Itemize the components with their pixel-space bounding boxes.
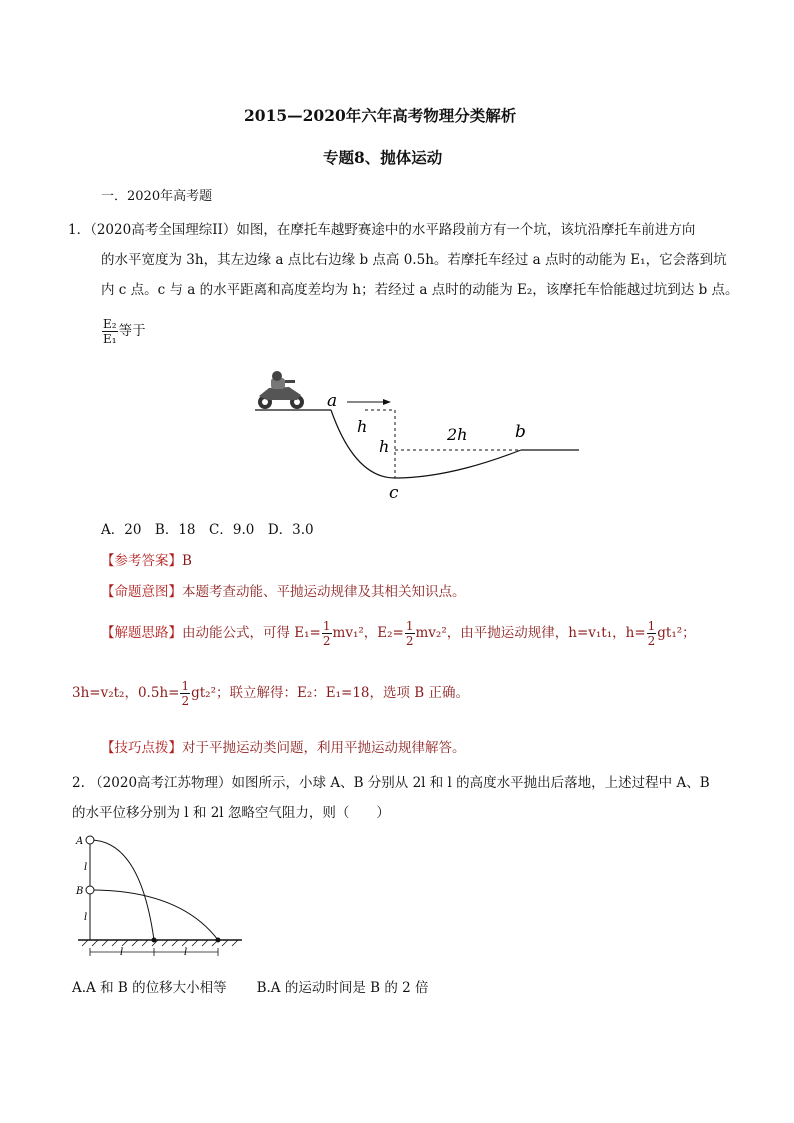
landing-b — [216, 938, 221, 943]
trajectory-b — [90, 890, 218, 940]
q1-line1 — [68, 215, 739, 245]
label-h1: h — [357, 417, 368, 436]
q1-line1-text: （2020高考全国理综II）如图，在摩托车越野赛途中的水平路段前方有一个坑，该坑沿摩托车前进方向 — [90, 222, 696, 238]
q1-number: 1． — [68, 222, 91, 238]
page-subtitle: 专题8、抛体运动 — [323, 148, 443, 167]
solution-part-d: gt₁²； — [657, 625, 696, 641]
q2-text — [72, 768, 710, 828]
motorcycle-icon — [258, 371, 304, 409]
ratio-numerator: E₂ — [103, 317, 117, 331]
q2-option-a: A.A 和 B 的位移大小相等 — [72, 980, 227, 996]
label-c: c — [389, 483, 399, 503]
half-fraction-2 — [405, 620, 415, 647]
intent-text: 本题考查动能、平抛运动规律及其相关知识点。 — [182, 584, 466, 600]
page-title: 2015—2020年六年高考物理分类解析 — [244, 106, 517, 125]
solution2-part-b: gt₂²；联立解得：E₂：E₁=18，选项 B 正确。 — [191, 685, 470, 701]
half-den-4: 2 — [181, 694, 190, 708]
section-heading: 一．2020年高考题 — [101, 189, 213, 204]
solution-part-b: mv₁²，E₂= — [332, 625, 404, 641]
solution2-part-a: 3h=v₂t₂，0.5h= — [72, 685, 180, 701]
q2-option-b: B.A 的运动时间是 B 的 2 倍 — [256, 980, 429, 996]
ratio-fraction — [102, 318, 118, 345]
q2-options — [72, 976, 429, 996]
label-l-h2: l — [184, 947, 188, 958]
label-l-h1: l — [120, 947, 124, 958]
label-h2: h — [379, 437, 390, 456]
half-fraction-3 — [647, 620, 657, 647]
label-B: B — [76, 886, 84, 897]
label-b: b — [515, 422, 526, 442]
q1-options: A．20 B．18 C．9.0 D．3.0 — [101, 522, 314, 538]
velocity-arrowhead — [383, 399, 391, 405]
half-num-1: 1 — [322, 619, 331, 633]
tip-text: 对于平抛运动类问题，利用平抛运动规律解答。 — [182, 740, 466, 756]
q1-solution-line1 — [101, 620, 696, 647]
ratio-denominator: E₁ — [103, 332, 117, 346]
ground-hatch — [82, 940, 238, 946]
q1-text — [68, 215, 739, 305]
half-den-2: 2 — [405, 634, 414, 648]
half-den-3: 2 — [647, 634, 656, 648]
half-num-4: 1 — [181, 679, 190, 693]
half-fraction-1 — [322, 620, 332, 647]
q1-ratio — [101, 318, 146, 345]
q2-line2: 的水平位移分别为 l 和 2l 忽略空气阻力，则（ ） — [72, 805, 390, 821]
q1-line2: 的水平宽度为 3h，其左边缘 a 点比右边缘 b 点高 0.5h。若摩托车经过 a 点时的动能为 E₁，它会落到坑 — [101, 252, 727, 268]
answer-value: B — [182, 553, 192, 569]
half-num-3: 1 — [647, 619, 656, 633]
intent-label: 【命题意图】 — [101, 584, 182, 600]
half-num-2: 1 — [405, 619, 414, 633]
landing-a — [152, 938, 157, 943]
pit-figure — [245, 370, 585, 505]
tip-label: 【技巧点拨】 — [101, 740, 182, 756]
half-fraction-4 — [180, 680, 190, 707]
label-a: a — [327, 391, 338, 411]
solution-label: 【解题思路】 — [101, 625, 182, 641]
q1-answer — [101, 549, 192, 569]
solution-part-a: 由动能公式，可得 E₁= — [182, 625, 321, 641]
projectile-figure — [70, 828, 250, 958]
label-2h: 2h — [447, 425, 468, 444]
label-l-v1: l — [84, 862, 88, 873]
label-l-v2: l — [84, 912, 88, 923]
q1-tip — [101, 736, 466, 756]
q2-line1: 2. （2020高考江苏物理）如图所示，小球 A、B 分别从 2l 和 l 的高度水平抛出后落地，上述过程中 A、B — [72, 775, 710, 791]
ball-a — [86, 836, 94, 844]
ball-b — [86, 886, 94, 894]
ratio-suffix: 等于 — [118, 323, 146, 339]
q1-solution-line2 — [72, 680, 469, 707]
half-den-1: 2 — [322, 634, 331, 648]
solution-part-c: mv₂²，由平抛运动规律，h=v₁t₁，h= — [415, 625, 646, 641]
label-A: A — [76, 836, 84, 847]
answer-label: 【参考答案】 — [101, 553, 182, 569]
q1-intent — [101, 580, 466, 600]
q1-line3: 内 c 点。c 与 a 的水平距离和高度差均为 h；若经过 a 点时的动能为 E₂，该摩托车恰能越过坑到达 b 点。 — [101, 282, 739, 298]
